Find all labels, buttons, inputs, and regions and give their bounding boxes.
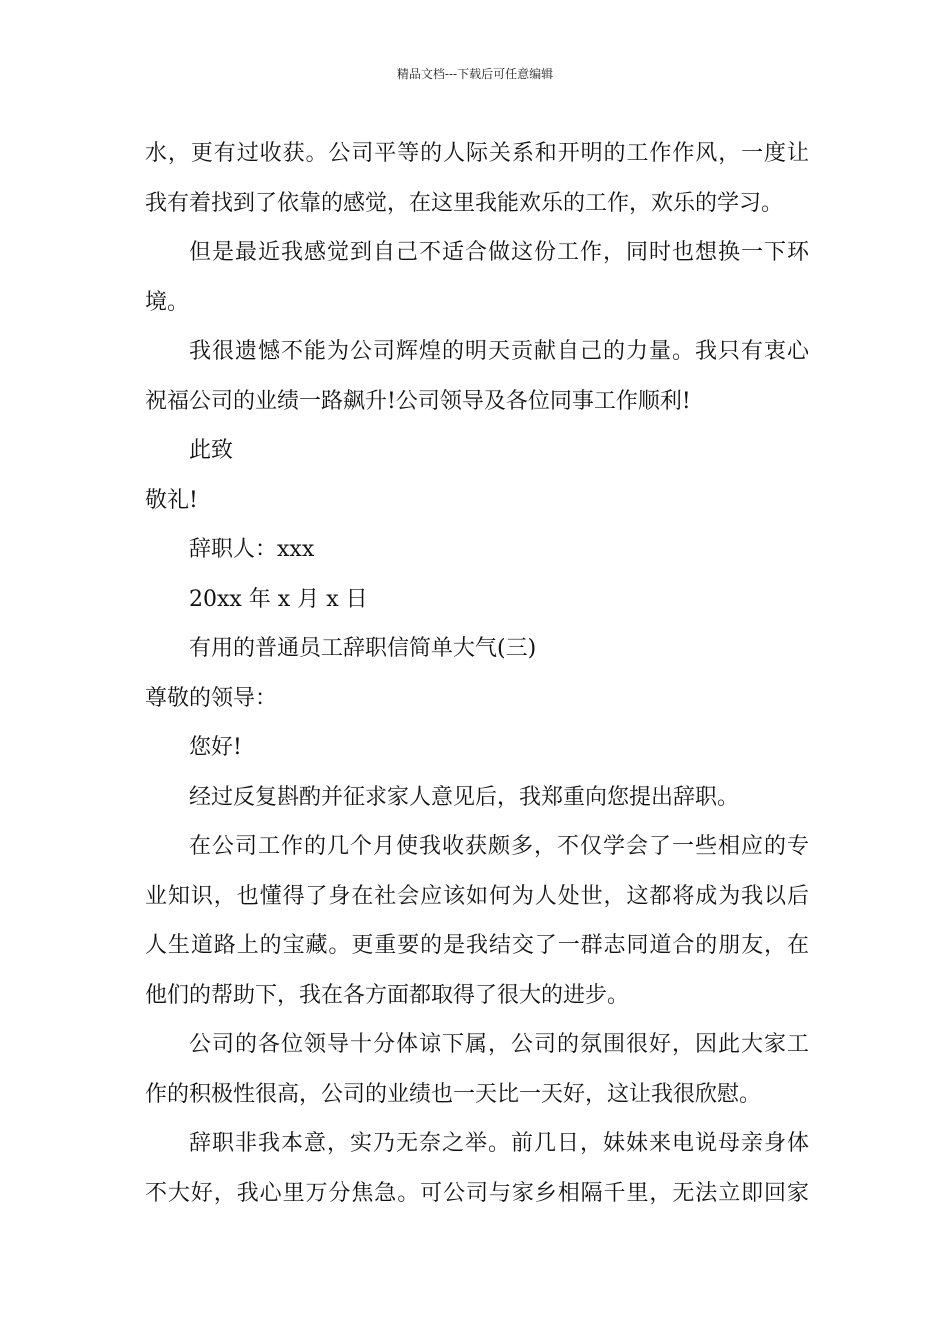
text-line: 您好! (189, 735, 242, 760)
text-line: 20xx 年 x 月 x 日 (189, 586, 368, 612)
text-line: 不大好，我心里万分焦急。可公司与家乡相隔千里，无法立即回家 (145, 1180, 809, 1206)
document-body (145, 129, 809, 1218)
text-line: 尊敬的领导： (145, 685, 278, 711)
text-line: 辞职非我本意，实乃无奈之举。前几日，妹妹来电说母亲身体 (189, 1131, 809, 1156)
text-line: 作的积极性很高，公司的业绩也一天比一天好，这让我很欣慰。 (145, 1081, 762, 1107)
text-line: 有用的普通员工辞职信简单大气(三) (189, 636, 537, 661)
text-line: 境。 (145, 289, 190, 315)
text-line: 辞职人：xxx (189, 537, 315, 562)
text-line: 水，更有过收获。公司平等的人际关系和开明的工作作风，一度让 (145, 141, 809, 166)
text-line: 公司的各位领导十分体谅下属，公司的氛围很好，因此大家工 (189, 1032, 809, 1057)
text-line: 我有着找到了依靠的感觉，在这里我能欢乐的工作，欢乐的学习。 (145, 190, 784, 216)
text-line: 在公司工作的几个月使我收获颇多，不仅学会了一些相应的专 (189, 834, 809, 859)
text-line: 敬礼! (145, 487, 198, 513)
text-line: 但是最近我感觉到自己不适合做这份工作，同时也想换一下环 (189, 240, 809, 265)
text-line: 业知识，也懂得了身在社会应该如何为人处世，这都将成为我以后 (145, 883, 809, 909)
text-line: 此致 (189, 438, 234, 463)
text-line: 人生道路上的宝藏。更重要的是我结交了一群志同道合的朋友，在 (145, 933, 809, 958)
page-header: 精品文档---下载后可任意编辑 (396, 67, 554, 81)
text-line: 经过反复斟酌并征求家人意见后，我郑重向您提出辞职。 (189, 784, 740, 810)
text-line: 祝福公司的业绩一路飙升!公司领导及各位同事工作顺利! (145, 388, 691, 414)
text-line: 他们的帮助下，我在各方面都取得了很大的进步。 (145, 982, 630, 1008)
text-line: 我很遗憾不能为公司辉煌的明天贡献自己的力量。我只有衷心 (189, 339, 809, 364)
